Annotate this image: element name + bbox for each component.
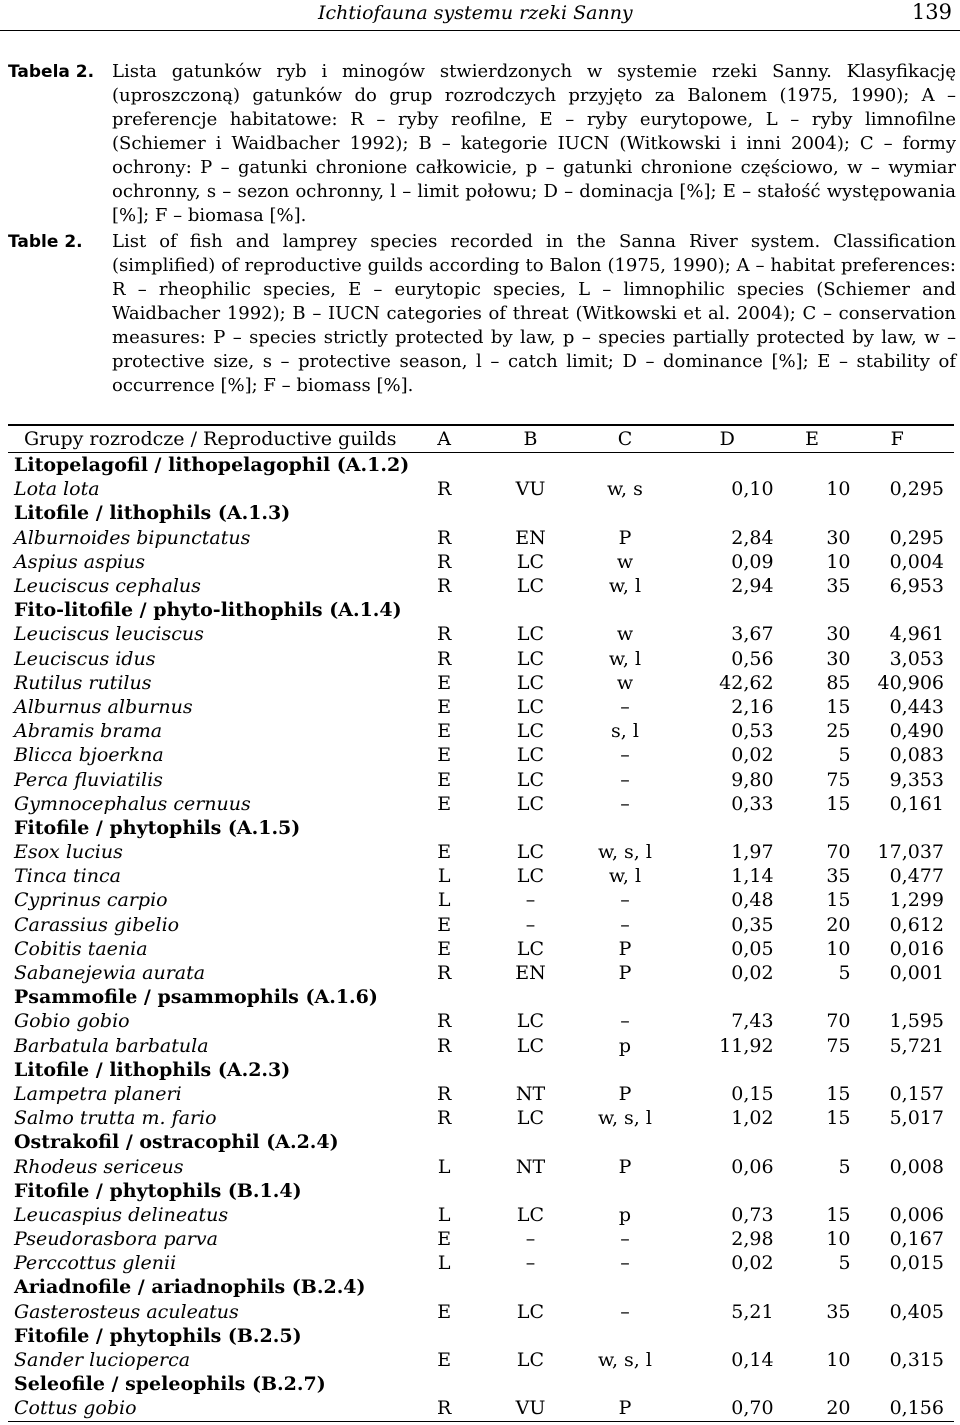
habitat-cell: R xyxy=(437,550,452,573)
group-row xyxy=(8,1275,954,1299)
habitat-cell: R xyxy=(437,478,452,501)
habitat-cell: E xyxy=(437,937,452,960)
species-name: Leucaspius delineatus xyxy=(14,1203,229,1226)
species-name: Leuciscus idus xyxy=(14,647,156,670)
table-row xyxy=(8,1082,954,1106)
dominance-cell: 2,98 xyxy=(731,1228,774,1251)
species-name: Rhodeus sericeus xyxy=(14,1155,184,1178)
biomass-cell: 0,016 xyxy=(889,937,944,960)
species-name: Perca fluviatilis xyxy=(14,768,163,791)
biomass-cell: 0,004 xyxy=(889,550,944,573)
dominance-cell: 0,02 xyxy=(731,962,774,985)
stability-cell: 20 xyxy=(774,1396,851,1421)
group-label: Litopelagofil / lithopelagophil (A.1.2) xyxy=(14,454,410,477)
stability-cell: 30 xyxy=(826,623,851,646)
habitat-cell: L xyxy=(437,889,451,912)
table-row xyxy=(8,840,954,864)
dominance-cell: 0,53 xyxy=(731,720,774,743)
biomass-cell: 0,157 xyxy=(889,1082,944,1105)
stability-cell: 70 xyxy=(826,841,851,864)
iucn-cell: LC xyxy=(516,937,545,960)
iucn-cell: – xyxy=(525,889,536,912)
protection-cell: w, l xyxy=(608,575,642,598)
habitat-cell: E xyxy=(437,792,452,815)
protection-cell: P xyxy=(618,937,632,960)
biomass-cell: 3,053 xyxy=(889,647,944,670)
table-row xyxy=(8,1203,954,1227)
table-row xyxy=(8,1251,954,1275)
table-row xyxy=(8,719,954,743)
dominance-cell: 0,02 xyxy=(731,1252,774,1275)
table-row xyxy=(8,1348,954,1372)
dominance-cell: 0,33 xyxy=(731,792,774,815)
running-title: Ichtiofauna systemu rzeki Sanny xyxy=(318,2,633,24)
dominance-cell: 0,35 xyxy=(731,913,774,936)
iucn-cell: LC xyxy=(516,792,545,815)
species-name: Gasterosteus aculeatus xyxy=(14,1300,239,1323)
dominance-cell: 0,14 xyxy=(731,1349,774,1372)
iucn-cell: LC xyxy=(516,1300,545,1323)
habitat-cell: E xyxy=(437,1300,452,1323)
biomass-cell: 17,037 xyxy=(877,841,944,864)
protection-cell: – xyxy=(620,1010,630,1033)
dominance-cell: 0,15 xyxy=(731,1082,774,1105)
protection-cell: – xyxy=(620,1300,630,1323)
header-f: F xyxy=(851,425,954,453)
table-row xyxy=(8,1009,954,1033)
habitat-cell: R xyxy=(437,647,452,670)
biomass-cell: 0,161 xyxy=(889,792,944,815)
species-name: Barbatula barbatula xyxy=(14,1034,209,1057)
species-name: Lampetra planeri xyxy=(14,1082,182,1105)
species-name: Leuciscus leuciscus xyxy=(14,623,204,646)
table-row xyxy=(8,1300,954,1324)
dominance-cell: 0,48 xyxy=(731,889,774,912)
table-row xyxy=(8,695,954,719)
group-row xyxy=(8,501,954,525)
biomass-cell: 0,477 xyxy=(889,865,944,888)
biomass-cell: 1,299 xyxy=(889,889,944,912)
protection-cell: P xyxy=(618,526,632,549)
species-name: Gymnocephalus cernuus xyxy=(14,792,251,815)
iucn-cell: VU xyxy=(515,478,546,501)
habitat-cell: R xyxy=(437,1010,452,1033)
protection-cell: – xyxy=(620,695,630,718)
biomass-cell: 9,353 xyxy=(889,768,944,791)
iucn-cell: NT xyxy=(515,1155,546,1178)
habitat-cell: E xyxy=(437,768,452,791)
stability-cell: 10 xyxy=(826,1349,851,1372)
species-name: Abramis brama xyxy=(14,720,163,743)
iucn-cell: LC xyxy=(516,575,545,598)
protection-cell: – xyxy=(620,792,630,815)
iucn-cell: EN xyxy=(515,962,546,985)
stability-cell: 75 xyxy=(826,768,851,791)
group-row xyxy=(8,598,954,622)
protection-cell: w xyxy=(616,623,634,646)
table-caption-polish xyxy=(8,60,956,228)
table-row xyxy=(8,888,954,912)
species-name: Salmo trutta m. fario xyxy=(14,1107,217,1130)
stability-cell: 35 xyxy=(826,1300,851,1323)
group-label: Litofile / lithophils (A.1.3) xyxy=(14,502,291,525)
biomass-cell: 0,156 xyxy=(851,1396,954,1421)
stability-cell: 15 xyxy=(826,792,851,815)
biomass-cell: 0,006 xyxy=(889,1203,944,1226)
group-row xyxy=(8,1179,954,1203)
group-row xyxy=(8,1130,954,1154)
iucn-cell: LC xyxy=(516,623,545,646)
table-row xyxy=(8,526,954,550)
species-name: Perccottus glenii xyxy=(14,1252,177,1275)
dominance-cell: 2,84 xyxy=(731,526,774,549)
biomass-cell: 0,490 xyxy=(889,720,944,743)
table-row xyxy=(8,550,954,574)
species-name: Lota lota xyxy=(14,478,100,501)
stability-cell: 5 xyxy=(838,744,851,767)
habitat-cell: E xyxy=(437,671,452,694)
habitat-cell: E xyxy=(437,1228,452,1251)
dominance-cell: 1,14 xyxy=(731,865,774,888)
species-name: Alburnoides bipunctatus xyxy=(14,526,251,549)
protection-cell: P xyxy=(618,1155,632,1178)
table-header-row xyxy=(8,425,954,453)
dominance-cell: 42,62 xyxy=(719,671,774,694)
species-name: Sander lucioperca xyxy=(14,1349,191,1372)
table-row xyxy=(8,937,954,961)
group-label: Ariadnofile / ariadnophils (B.2.4) xyxy=(14,1276,366,1299)
caption-label: Table 2. xyxy=(8,232,83,252)
group-row xyxy=(8,1058,954,1082)
habitat-cell: L xyxy=(437,1203,451,1226)
biomass-cell: 40,906 xyxy=(877,671,944,694)
dominance-cell: 5,21 xyxy=(731,1300,774,1323)
habitat-cell: E xyxy=(437,744,452,767)
iucn-cell: LC xyxy=(516,647,545,670)
iucn-cell: LC xyxy=(516,1010,545,1033)
protection-cell: w, s, l xyxy=(597,1107,652,1130)
biomass-cell: 0,295 xyxy=(889,526,944,549)
habitat-cell: R xyxy=(437,1034,452,1057)
page-number: 139 xyxy=(911,0,952,24)
table-row xyxy=(8,767,954,791)
protection-cell: p xyxy=(618,1203,632,1226)
table-row xyxy=(8,647,954,671)
protection-cell: w, l xyxy=(608,647,642,670)
habitat-cell: E xyxy=(437,695,452,718)
species-name: Carassius gibelio xyxy=(14,913,180,936)
biomass-cell: 5,721 xyxy=(889,1034,944,1057)
group-label: Fitofile / phytophils (B.1.4) xyxy=(14,1179,302,1202)
stability-cell: 30 xyxy=(826,647,851,670)
biomass-cell: 6,953 xyxy=(889,575,944,598)
dominance-cell: 0,02 xyxy=(731,744,774,767)
stability-cell: 30 xyxy=(826,526,851,549)
table-row xyxy=(8,671,954,695)
stability-cell: 15 xyxy=(826,695,851,718)
table-row xyxy=(8,743,954,767)
habitat-cell: R xyxy=(437,526,452,549)
stability-cell: 15 xyxy=(826,1082,851,1105)
stability-cell: 5 xyxy=(838,1252,851,1275)
dominance-cell: 9,80 xyxy=(731,768,774,791)
protection-cell: s, l xyxy=(611,720,639,743)
species-name: Cobitis taenia xyxy=(14,937,148,960)
dominance-cell: 0,73 xyxy=(731,1203,774,1226)
group-row xyxy=(8,1324,954,1348)
table-row xyxy=(8,1396,954,1421)
iucn-cell: EN xyxy=(515,526,546,549)
protection-cell: – xyxy=(620,913,630,936)
page-header xyxy=(0,0,960,31)
stability-cell: 25 xyxy=(826,720,851,743)
habitat-cell: L xyxy=(437,865,451,888)
stability-cell: 10 xyxy=(826,478,851,501)
stability-cell: 10 xyxy=(826,937,851,960)
table-row xyxy=(8,1034,954,1058)
group-label: Fitofile / phytophils (A.1.5) xyxy=(14,816,301,839)
species-name: Gobio gobio xyxy=(14,1010,130,1033)
group-label: Seleofile / speleophils (B.2.7) xyxy=(14,1373,326,1396)
stability-cell: 10 xyxy=(826,1228,851,1251)
species-name: Tinca tinca xyxy=(14,865,121,888)
dominance-cell: 11,92 xyxy=(719,1034,774,1057)
species-name: Cyprinus carpio xyxy=(14,889,168,912)
group-row xyxy=(8,1372,954,1396)
habitat-cell: R xyxy=(437,962,452,985)
table-row xyxy=(8,961,954,985)
iucn-cell: LC xyxy=(516,1107,545,1130)
table-row xyxy=(8,574,954,598)
habitat-cell: E xyxy=(437,1349,452,1372)
dominance-cell: 1,97 xyxy=(731,841,774,864)
iucn-cell: LC xyxy=(516,695,545,718)
stability-cell: 85 xyxy=(826,671,851,694)
biomass-cell: 5,017 xyxy=(889,1107,944,1130)
table-row xyxy=(8,1154,954,1178)
protection-cell: P xyxy=(618,962,632,985)
caption-text: Lista gatunków ryb i minogów stwierdzonych w systemie rzeki Sanny. Klasyfikację (uproszczoną) gatunków do grup rozrodczych przyjęto za Balonem (1975, 1990); A – preferencje habitatowe: R – ryby reofilne, E – ryby eurytopowe, L – ryby limnofilne (Schiemer i Waidbacher 1992); B – kategorie IUCN (Witkowski i inni 2004); C – formy ochrony: P – gatunki chronione całkowicie, p – gatunki chronione częściowo, w – wymiar ochronny, s – sezon ochronny, l – limit połowu; D – dominacja [%]; E – stałość występowania [%]; F – biomasa [%]. xyxy=(112,61,956,226)
habitat-cell: R xyxy=(437,1107,452,1130)
biomass-cell: 0,167 xyxy=(889,1228,944,1251)
stability-cell: 35 xyxy=(826,575,851,598)
protection-cell: P xyxy=(569,1396,681,1421)
dominance-cell: 2,16 xyxy=(731,695,774,718)
biomass-cell: 0,405 xyxy=(889,1300,944,1323)
iucn-cell: – xyxy=(525,1228,536,1251)
habitat-cell: E xyxy=(437,913,452,936)
dominance-cell: 0,10 xyxy=(731,478,774,501)
species-name: Blicca bjoerkna xyxy=(14,744,164,767)
habitat-cell: L xyxy=(437,1155,451,1178)
protection-cell: P xyxy=(618,1082,632,1105)
group-row xyxy=(8,453,954,478)
species-name: Rutilus rutilus xyxy=(14,671,152,694)
habitat-cell: R xyxy=(437,575,452,598)
dominance-cell: 1,02 xyxy=(731,1107,774,1130)
iucn-cell: – xyxy=(525,913,536,936)
biomass-cell: 1,595 xyxy=(889,1010,944,1033)
group-label: Ostrakofil / ostracophil (A.2.4) xyxy=(14,1131,339,1154)
species-name: Sabanejewia aurata xyxy=(14,962,206,985)
header-a: A xyxy=(397,425,492,453)
species-name: Leuciscus cephalus xyxy=(14,575,201,598)
header-e: E xyxy=(774,425,851,453)
stability-cell: 35 xyxy=(826,865,851,888)
protection-cell: w, l xyxy=(608,865,642,888)
header-c: C xyxy=(569,425,681,453)
iucn-cell: LC xyxy=(516,671,545,694)
stability-cell: 10 xyxy=(826,550,851,573)
group-label: Litofile / lithophils (A.2.3) xyxy=(14,1058,291,1081)
dominance-cell: 3,67 xyxy=(731,623,774,646)
dominance-cell: 0,09 xyxy=(731,550,774,573)
table-row xyxy=(8,1227,954,1251)
stability-cell: 5 xyxy=(838,962,851,985)
biomass-cell: 0,001 xyxy=(889,962,944,985)
protection-cell: – xyxy=(620,1252,630,1275)
stability-cell: 5 xyxy=(838,1155,851,1178)
dominance-cell: 0,05 xyxy=(731,937,774,960)
table-row xyxy=(8,1106,954,1130)
species-name: Alburnus alburnus xyxy=(14,695,193,718)
table-row xyxy=(8,477,954,501)
stability-cell: 15 xyxy=(826,889,851,912)
stability-cell: 70 xyxy=(826,1010,851,1033)
protection-cell: w xyxy=(616,550,634,573)
dominance-cell: 0,56 xyxy=(731,647,774,670)
group-label: Fitofile / phytophils (B.2.5) xyxy=(14,1324,302,1347)
habitat-cell: R xyxy=(397,1396,492,1421)
stability-cell: 15 xyxy=(826,1107,851,1130)
iucn-cell: LC xyxy=(516,841,545,864)
species-name: Esox lucius xyxy=(14,841,123,864)
iucn-cell: LC xyxy=(516,1203,545,1226)
iucn-cell: – xyxy=(525,1252,536,1275)
table-row xyxy=(8,913,954,937)
header-d: D xyxy=(681,425,774,453)
species-table xyxy=(8,424,954,1422)
biomass-cell: 4,961 xyxy=(889,623,944,646)
protection-cell: – xyxy=(620,744,630,767)
iucn-cell: LC xyxy=(516,865,545,888)
species-name: Aspius aspius xyxy=(14,550,146,573)
group-label: Psammofile / psammophils (A.1.6) xyxy=(14,986,378,1009)
habitat-cell: R xyxy=(437,623,452,646)
table-body xyxy=(8,453,954,1422)
habitat-cell: L xyxy=(437,1252,451,1275)
dominance-cell: 0,06 xyxy=(731,1155,774,1178)
habitat-cell: R xyxy=(437,1082,452,1105)
iucn-cell: NT xyxy=(515,1082,546,1105)
dominance-cell: 0,70 xyxy=(681,1396,774,1421)
biomass-cell: 0,315 xyxy=(889,1349,944,1372)
biomass-cell: 0,612 xyxy=(889,913,944,936)
stability-cell: 15 xyxy=(826,1203,851,1226)
protection-cell: – xyxy=(620,889,630,912)
iucn-cell: LC xyxy=(516,1034,545,1057)
table-row xyxy=(8,792,954,816)
habitat-cell: E xyxy=(437,720,452,743)
group-label: Fito-litofile / phyto-lithophils (A.1.4) xyxy=(14,599,402,622)
stability-cell: 75 xyxy=(826,1034,851,1057)
habitat-cell: E xyxy=(437,841,452,864)
biomass-cell: 0,008 xyxy=(889,1155,944,1178)
protection-cell: w, s, l xyxy=(597,841,652,864)
protection-cell: w, s xyxy=(607,478,643,501)
iucn-cell: LC xyxy=(516,550,545,573)
caption-label: Tabela 2. xyxy=(8,62,95,82)
dominance-cell: 2,94 xyxy=(731,575,774,598)
protection-cell: w xyxy=(616,671,634,694)
iucn-cell: LC xyxy=(516,768,545,791)
group-row xyxy=(8,985,954,1009)
biomass-cell: 0,015 xyxy=(889,1252,944,1275)
protection-cell: – xyxy=(620,1228,630,1251)
header-b: B xyxy=(492,425,569,453)
table-row xyxy=(8,622,954,646)
iucn-cell: LC xyxy=(516,1349,545,1372)
iucn-cell: VU xyxy=(492,1396,569,1421)
table-caption-english xyxy=(8,230,956,398)
protection-cell: p xyxy=(618,1034,632,1057)
protection-cell: w, s, l xyxy=(597,1349,652,1372)
species-name: Cottus gobio xyxy=(8,1396,397,1421)
species-name: Pseudorasbora parva xyxy=(14,1228,218,1251)
group-row xyxy=(8,816,954,840)
biomass-cell: 0,295 xyxy=(889,478,944,501)
iucn-cell: LC xyxy=(516,720,545,743)
header-guilds: Grupy rozrodcze / Reproductive guilds xyxy=(8,425,397,453)
iucn-cell: LC xyxy=(516,744,545,767)
dominance-cell: 7,43 xyxy=(731,1010,774,1033)
stability-cell: 20 xyxy=(826,913,851,936)
table-row xyxy=(8,864,954,888)
protection-cell: – xyxy=(620,768,630,791)
caption-text: List of fish and lamprey species recorded in the Sanna River system. Classification (simplified) of reproductive guilds according to Balon (1975, 1990); A – habitat preferences: R – rheophilic species, E – eurytopic species, L – limnophilic species (Schiemer and Waidbacher 1992); B – IUCN categories of threat (Witkowski et al. 2004); C – conservation measures: P – species strictly protected by law, p – species partially protected by law, w – protective size, s – protective season, l – catch limit; D – dominance [%]; E – stability of occurrence [%]; F – biomass [%]. xyxy=(112,231,956,396)
biomass-cell: 0,443 xyxy=(889,695,944,718)
biomass-cell: 0,083 xyxy=(889,744,944,767)
